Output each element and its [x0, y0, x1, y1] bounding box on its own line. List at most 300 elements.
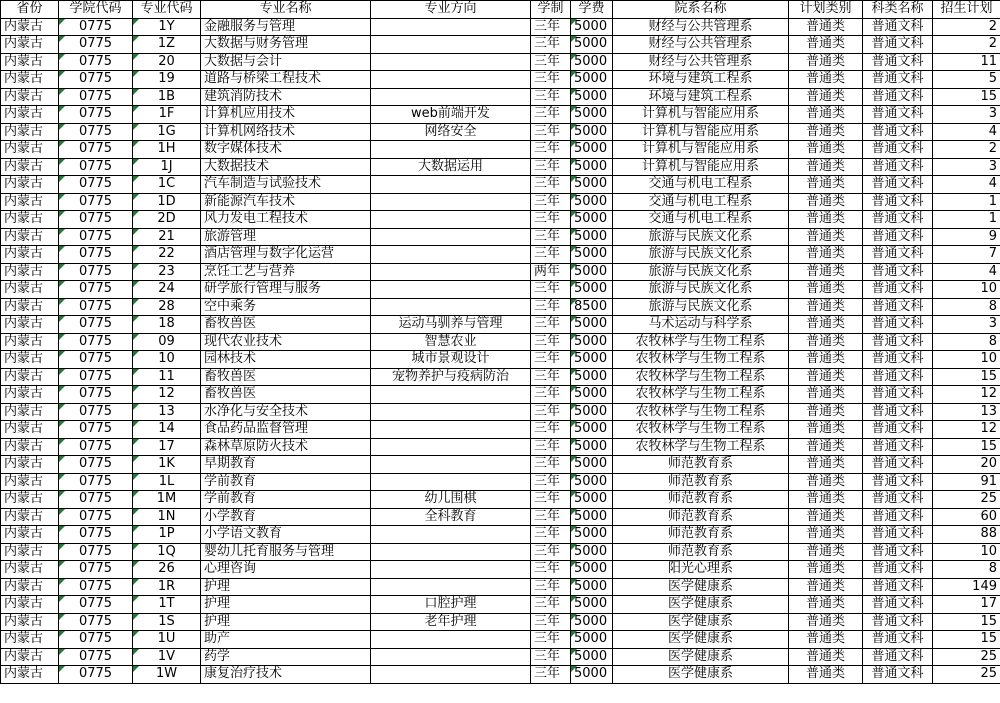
cell-subject-category[interactable]: 普通文科 — [863, 526, 933, 544]
cell-subject-category[interactable]: 普通文科 — [863, 211, 933, 229]
cell-tuition[interactable]: 5000 — [571, 438, 613, 456]
cell-tuition[interactable]: 5000 — [571, 596, 613, 614]
cell-subject-category[interactable]: 普通文科 — [863, 298, 933, 316]
cell-department[interactable]: 旅游与民族文化系 — [613, 263, 789, 281]
cell-major-direction[interactable] — [371, 561, 531, 579]
cell-major-code[interactable]: 10 — [133, 351, 201, 369]
cell-major-direction[interactable]: 宠物养护与疫病防治 — [371, 368, 531, 386]
cell-plan-category[interactable]: 普通类 — [789, 648, 863, 666]
header-major-direction[interactable]: 专业方向 — [371, 1, 531, 19]
cell-major-direction[interactable]: 城市景观设计 — [371, 351, 531, 369]
cell-major-direction[interactable] — [371, 18, 531, 36]
cell-enrollment-count[interactable]: 3 — [933, 106, 1000, 124]
cell-enrollment-count[interactable]: 8 — [933, 333, 1000, 351]
cell-major-name[interactable]: 心理咨询 — [201, 561, 371, 579]
cell-province[interactable]: 内蒙古 — [1, 333, 59, 351]
cell-major-name[interactable]: 现代农业技术 — [201, 333, 371, 351]
cell-enrollment-count[interactable]: 3 — [933, 158, 1000, 176]
cell-tuition[interactable]: 5000 — [571, 491, 613, 509]
cell-subject-category[interactable]: 普通文科 — [863, 613, 933, 631]
cell-major-name[interactable]: 畜牧兽医 — [201, 368, 371, 386]
cell-tuition[interactable]: 5000 — [571, 316, 613, 334]
cell-major-code[interactable]: 1R — [133, 578, 201, 596]
cell-department[interactable]: 旅游与民族文化系 — [613, 228, 789, 246]
cell-province[interactable]: 内蒙古 — [1, 526, 59, 544]
cell-enrollment-count[interactable]: 11 — [933, 53, 1000, 71]
cell-duration[interactable]: 三年 — [531, 211, 571, 229]
cell-duration[interactable]: 三年 — [531, 561, 571, 579]
cell-major-code[interactable]: 1V — [133, 648, 201, 666]
cell-tuition[interactable]: 5000 — [571, 543, 613, 561]
cell-province[interactable]: 内蒙古 — [1, 386, 59, 404]
cell-subject-category[interactable]: 普通文科 — [863, 596, 933, 614]
cell-tuition[interactable]: 5000 — [571, 613, 613, 631]
cell-enrollment-count[interactable]: 9 — [933, 228, 1000, 246]
cell-major-direction[interactable]: 口腔护理 — [371, 596, 531, 614]
cell-tuition[interactable]: 5000 — [571, 508, 613, 526]
cell-major-name[interactable]: 数字媒体技术 — [201, 141, 371, 159]
cell-major-code[interactable]: 12 — [133, 386, 201, 404]
cell-plan-category[interactable]: 普通类 — [789, 281, 863, 299]
cell-major-code[interactable]: 1F — [133, 106, 201, 124]
cell-duration[interactable]: 三年 — [531, 613, 571, 631]
cell-college-code[interactable]: 0775 — [59, 333, 133, 351]
cell-major-code[interactable]: 1G — [133, 123, 201, 141]
cell-enrollment-count[interactable]: 88 — [933, 526, 1000, 544]
cell-province[interactable]: 内蒙古 — [1, 456, 59, 474]
cell-major-name[interactable]: 道路与桥梁工程技术 — [201, 71, 371, 89]
cell-major-name[interactable]: 金融服务与管理 — [201, 18, 371, 36]
cell-duration[interactable]: 三年 — [531, 386, 571, 404]
cell-major-code[interactable]: 1S — [133, 613, 201, 631]
cell-college-code[interactable]: 0775 — [59, 648, 133, 666]
cell-subject-category[interactable]: 普通文科 — [863, 508, 933, 526]
cell-major-direction[interactable] — [371, 228, 531, 246]
cell-province[interactable]: 内蒙古 — [1, 403, 59, 421]
cell-department[interactable]: 环境与建筑工程系 — [613, 71, 789, 89]
cell-major-code[interactable]: 1H — [133, 141, 201, 159]
cell-province[interactable]: 内蒙古 — [1, 613, 59, 631]
cell-duration[interactable]: 三年 — [531, 421, 571, 439]
cell-province[interactable]: 内蒙古 — [1, 281, 59, 299]
cell-department[interactable]: 医学健康系 — [613, 666, 789, 684]
cell-major-direction[interactable] — [371, 88, 531, 106]
cell-tuition[interactable]: 5000 — [571, 36, 613, 54]
cell-major-direction[interactable] — [371, 456, 531, 474]
cell-tuition[interactable]: 5000 — [571, 176, 613, 194]
cell-college-code[interactable]: 0775 — [59, 491, 133, 509]
cell-plan-category[interactable]: 普通类 — [789, 666, 863, 684]
cell-major-direction[interactable] — [371, 543, 531, 561]
cell-plan-category[interactable]: 普通类 — [789, 246, 863, 264]
cell-enrollment-count[interactable]: 149 — [933, 578, 1000, 596]
cell-college-code[interactable]: 0775 — [59, 421, 133, 439]
cell-plan-category[interactable]: 普通类 — [789, 158, 863, 176]
cell-department[interactable]: 师范教育系 — [613, 473, 789, 491]
cell-department[interactable]: 医学健康系 — [613, 631, 789, 649]
cell-major-name[interactable]: 森林草原防火技术 — [201, 438, 371, 456]
cell-plan-category[interactable]: 普通类 — [789, 421, 863, 439]
cell-major-name[interactable]: 园林技术 — [201, 351, 371, 369]
cell-enrollment-count[interactable]: 2 — [933, 36, 1000, 54]
cell-enrollment-count[interactable]: 5 — [933, 71, 1000, 89]
cell-enrollment-count[interactable]: 60 — [933, 508, 1000, 526]
cell-college-code[interactable]: 0775 — [59, 141, 133, 159]
cell-province[interactable]: 内蒙古 — [1, 316, 59, 334]
cell-tuition[interactable]: 5000 — [571, 403, 613, 421]
cell-major-code[interactable]: 1Y — [133, 18, 201, 36]
header-duration[interactable]: 学制 — [531, 1, 571, 19]
cell-duration[interactable]: 三年 — [531, 473, 571, 491]
header-college-code[interactable]: 学院代码 — [59, 1, 133, 19]
cell-tuition[interactable]: 5000 — [571, 386, 613, 404]
cell-department[interactable]: 交通与机电工程系 — [613, 193, 789, 211]
cell-department[interactable]: 计算机与智能应用系 — [613, 158, 789, 176]
cell-province[interactable]: 内蒙古 — [1, 193, 59, 211]
cell-major-direction[interactable] — [371, 211, 531, 229]
cell-enrollment-count[interactable]: 25 — [933, 648, 1000, 666]
cell-enrollment-count[interactable]: 4 — [933, 263, 1000, 281]
cell-duration[interactable]: 三年 — [531, 648, 571, 666]
cell-college-code[interactable]: 0775 — [59, 193, 133, 211]
cell-duration[interactable]: 三年 — [531, 53, 571, 71]
cell-major-direction[interactable]: 运动马驯养与管理 — [371, 316, 531, 334]
cell-major-name[interactable]: 畜牧兽医 — [201, 386, 371, 404]
cell-duration[interactable]: 三年 — [531, 193, 571, 211]
cell-college-code[interactable]: 0775 — [59, 631, 133, 649]
cell-major-name[interactable]: 水净化与安全技术 — [201, 403, 371, 421]
cell-major-code[interactable]: 28 — [133, 298, 201, 316]
cell-major-code[interactable]: 22 — [133, 246, 201, 264]
header-department[interactable]: 院系名称 — [613, 1, 789, 19]
cell-plan-category[interactable]: 普通类 — [789, 141, 863, 159]
cell-province[interactable]: 内蒙古 — [1, 298, 59, 316]
cell-enrollment-count[interactable]: 91 — [933, 473, 1000, 491]
cell-department[interactable]: 财经与公共管理系 — [613, 36, 789, 54]
header-tuition[interactable]: 学费 — [571, 1, 613, 19]
cell-plan-category[interactable]: 普通类 — [789, 333, 863, 351]
cell-major-name[interactable]: 康复治疗技术 — [201, 666, 371, 684]
cell-tuition[interactable]: 5000 — [571, 333, 613, 351]
cell-major-code[interactable]: 20 — [133, 53, 201, 71]
cell-tuition[interactable]: 5000 — [571, 88, 613, 106]
cell-major-name[interactable]: 护理 — [201, 613, 371, 631]
cell-tuition[interactable]: 5000 — [571, 141, 613, 159]
cell-major-name[interactable]: 研学旅行管理与服务 — [201, 281, 371, 299]
cell-college-code[interactable]: 0775 — [59, 316, 133, 334]
cell-major-code[interactable]: 13 — [133, 403, 201, 421]
cell-college-code[interactable]: 0775 — [59, 561, 133, 579]
cell-major-code[interactable]: 1J — [133, 158, 201, 176]
cell-department[interactable]: 师范教育系 — [613, 543, 789, 561]
cell-duration[interactable]: 三年 — [531, 351, 571, 369]
cell-province[interactable]: 内蒙古 — [1, 438, 59, 456]
cell-major-name[interactable]: 学前教育 — [201, 491, 371, 509]
cell-subject-category[interactable]: 普通文科 — [863, 106, 933, 124]
cell-province[interactable]: 内蒙古 — [1, 123, 59, 141]
cell-plan-category[interactable]: 普通类 — [789, 18, 863, 36]
cell-major-direction[interactable] — [371, 438, 531, 456]
cell-plan-category[interactable]: 普通类 — [789, 526, 863, 544]
cell-subject-category[interactable]: 普通文科 — [863, 193, 933, 211]
cell-duration[interactable]: 三年 — [531, 281, 571, 299]
cell-province[interactable]: 内蒙古 — [1, 36, 59, 54]
cell-college-code[interactable]: 0775 — [59, 613, 133, 631]
cell-subject-category[interactable]: 普通文科 — [863, 351, 933, 369]
cell-plan-category[interactable]: 普通类 — [789, 106, 863, 124]
cell-duration[interactable]: 三年 — [531, 158, 571, 176]
cell-enrollment-count[interactable]: 25 — [933, 666, 1000, 684]
cell-department[interactable]: 农牧林学与生物工程系 — [613, 368, 789, 386]
cell-major-code[interactable]: 1C — [133, 176, 201, 194]
cell-college-code[interactable]: 0775 — [59, 386, 133, 404]
cell-subject-category[interactable]: 普通文科 — [863, 386, 933, 404]
cell-college-code[interactable]: 0775 — [59, 106, 133, 124]
cell-department[interactable]: 农牧林学与生物工程系 — [613, 421, 789, 439]
cell-tuition[interactable]: 5000 — [571, 666, 613, 684]
cell-major-code[interactable]: 23 — [133, 263, 201, 281]
cell-province[interactable]: 内蒙古 — [1, 561, 59, 579]
cell-subject-category[interactable]: 普通文科 — [863, 18, 933, 36]
cell-plan-category[interactable]: 普通类 — [789, 176, 863, 194]
cell-plan-category[interactable]: 普通类 — [789, 123, 863, 141]
cell-major-direction[interactable] — [371, 403, 531, 421]
cell-department[interactable]: 师范教育系 — [613, 491, 789, 509]
cell-department[interactable]: 农牧林学与生物工程系 — [613, 333, 789, 351]
cell-major-direction[interactable] — [371, 246, 531, 264]
cell-duration[interactable]: 三年 — [531, 18, 571, 36]
cell-subject-category[interactable]: 普通文科 — [863, 543, 933, 561]
cell-subject-category[interactable]: 普通文科 — [863, 666, 933, 684]
cell-major-name[interactable]: 护理 — [201, 596, 371, 614]
cell-province[interactable]: 内蒙古 — [1, 648, 59, 666]
cell-major-direction[interactable] — [371, 53, 531, 71]
cell-college-code[interactable]: 0775 — [59, 281, 133, 299]
cell-duration[interactable]: 三年 — [531, 88, 571, 106]
cell-department[interactable]: 旅游与民族文化系 — [613, 281, 789, 299]
cell-major-name[interactable]: 旅游管理 — [201, 228, 371, 246]
cell-major-name[interactable]: 早期教育 — [201, 456, 371, 474]
cell-major-direction[interactable]: 智慧农业 — [371, 333, 531, 351]
cell-department[interactable]: 医学健康系 — [613, 648, 789, 666]
cell-major-direction[interactable] — [371, 526, 531, 544]
cell-province[interactable]: 内蒙古 — [1, 543, 59, 561]
cell-major-code[interactable]: 1P — [133, 526, 201, 544]
cell-province[interactable]: 内蒙古 — [1, 176, 59, 194]
cell-tuition[interactable]: 5000 — [571, 281, 613, 299]
cell-major-code[interactable]: 1B — [133, 88, 201, 106]
cell-major-direction[interactable] — [371, 421, 531, 439]
cell-department[interactable]: 财经与公共管理系 — [613, 53, 789, 71]
cell-plan-category[interactable]: 普通类 — [789, 596, 863, 614]
cell-plan-category[interactable]: 普通类 — [789, 36, 863, 54]
cell-major-name[interactable]: 小学教育 — [201, 508, 371, 526]
cell-major-code[interactable]: 1U — [133, 631, 201, 649]
cell-major-code[interactable]: 24 — [133, 281, 201, 299]
cell-subject-category[interactable]: 普通文科 — [863, 88, 933, 106]
header-major-name[interactable]: 专业名称 — [201, 1, 371, 19]
cell-major-code[interactable]: 11 — [133, 368, 201, 386]
cell-duration[interactable]: 三年 — [531, 596, 571, 614]
cell-major-direction[interactable] — [371, 263, 531, 281]
cell-plan-category[interactable]: 普通类 — [789, 613, 863, 631]
cell-duration[interactable]: 三年 — [531, 578, 571, 596]
cell-subject-category[interactable]: 普通文科 — [863, 578, 933, 596]
cell-province[interactable]: 内蒙古 — [1, 596, 59, 614]
cell-college-code[interactable]: 0775 — [59, 88, 133, 106]
cell-duration[interactable]: 三年 — [531, 491, 571, 509]
cell-major-code[interactable]: 1T — [133, 596, 201, 614]
cell-major-name[interactable]: 风力发电工程技术 — [201, 211, 371, 229]
cell-subject-category[interactable]: 普通文科 — [863, 53, 933, 71]
cell-duration[interactable]: 三年 — [531, 36, 571, 54]
cell-subject-category[interactable]: 普通文科 — [863, 158, 933, 176]
cell-province[interactable]: 内蒙古 — [1, 158, 59, 176]
cell-province[interactable]: 内蒙古 — [1, 263, 59, 281]
cell-subject-category[interactable]: 普通文科 — [863, 333, 933, 351]
cell-tuition[interactable]: 5000 — [571, 158, 613, 176]
cell-tuition[interactable]: 5000 — [571, 193, 613, 211]
cell-subject-category[interactable]: 普通文科 — [863, 561, 933, 579]
cell-major-name[interactable]: 新能源汽车技术 — [201, 193, 371, 211]
cell-department[interactable]: 医学健康系 — [613, 596, 789, 614]
cell-subject-category[interactable]: 普通文科 — [863, 631, 933, 649]
cell-duration[interactable]: 三年 — [531, 123, 571, 141]
cell-enrollment-count[interactable]: 12 — [933, 421, 1000, 439]
header-subject-category[interactable]: 科类名称 — [863, 1, 933, 19]
cell-major-code[interactable]: 18 — [133, 316, 201, 334]
cell-major-direction[interactable]: 幼儿围棋 — [371, 491, 531, 509]
cell-department[interactable]: 财经与公共管理系 — [613, 18, 789, 36]
cell-province[interactable]: 内蒙古 — [1, 631, 59, 649]
cell-plan-category[interactable]: 普通类 — [789, 88, 863, 106]
cell-plan-category[interactable]: 普通类 — [789, 71, 863, 89]
cell-plan-category[interactable]: 普通类 — [789, 228, 863, 246]
cell-province[interactable]: 内蒙古 — [1, 211, 59, 229]
cell-tuition[interactable]: 5000 — [571, 526, 613, 544]
cell-department[interactable]: 医学健康系 — [613, 613, 789, 631]
cell-enrollment-count[interactable]: 13 — [933, 403, 1000, 421]
cell-province[interactable]: 内蒙古 — [1, 491, 59, 509]
cell-duration[interactable]: 三年 — [531, 228, 571, 246]
header-province[interactable]: 省份 — [1, 1, 59, 19]
cell-province[interactable]: 内蒙古 — [1, 421, 59, 439]
cell-college-code[interactable]: 0775 — [59, 438, 133, 456]
cell-subject-category[interactable]: 普通文科 — [863, 246, 933, 264]
cell-subject-category[interactable]: 普通文科 — [863, 473, 933, 491]
header-enrollment-count[interactable]: 招生计划 — [933, 1, 1000, 19]
cell-tuition[interactable]: 5000 — [571, 648, 613, 666]
cell-major-name[interactable]: 小学语文教育 — [201, 526, 371, 544]
cell-province[interactable]: 内蒙古 — [1, 71, 59, 89]
cell-subject-category[interactable]: 普通文科 — [863, 316, 933, 334]
cell-plan-category[interactable]: 普通类 — [789, 193, 863, 211]
cell-plan-category[interactable]: 普通类 — [789, 561, 863, 579]
cell-duration[interactable]: 三年 — [531, 456, 571, 474]
cell-major-name[interactable]: 烹饪工艺与营养 — [201, 263, 371, 281]
cell-province[interactable]: 内蒙古 — [1, 106, 59, 124]
cell-major-direction[interactable] — [371, 281, 531, 299]
cell-tuition[interactable]: 5000 — [571, 18, 613, 36]
cell-department[interactable]: 计算机与智能应用系 — [613, 123, 789, 141]
cell-province[interactable]: 内蒙古 — [1, 18, 59, 36]
cell-major-name[interactable]: 药学 — [201, 648, 371, 666]
cell-major-direction[interactable] — [371, 648, 531, 666]
cell-major-name[interactable]: 计算机应用技术 — [201, 106, 371, 124]
cell-plan-category[interactable]: 普通类 — [789, 53, 863, 71]
cell-major-code[interactable]: 1W — [133, 666, 201, 684]
cell-department[interactable]: 师范教育系 — [613, 456, 789, 474]
cell-department[interactable]: 医学健康系 — [613, 578, 789, 596]
cell-department[interactable]: 计算机与智能应用系 — [613, 106, 789, 124]
cell-enrollment-count[interactable]: 2 — [933, 18, 1000, 36]
cell-province[interactable]: 内蒙古 — [1, 141, 59, 159]
cell-enrollment-count[interactable]: 10 — [933, 351, 1000, 369]
cell-enrollment-count[interactable]: 4 — [933, 123, 1000, 141]
cell-enrollment-count[interactable]: 12 — [933, 386, 1000, 404]
cell-plan-category[interactable]: 普通类 — [789, 508, 863, 526]
cell-college-code[interactable]: 0775 — [59, 666, 133, 684]
cell-subject-category[interactable]: 普通文科 — [863, 368, 933, 386]
cell-duration[interactable]: 三年 — [531, 543, 571, 561]
cell-enrollment-count[interactable]: 4 — [933, 176, 1000, 194]
cell-major-direction[interactable] — [371, 71, 531, 89]
cell-major-code[interactable]: 14 — [133, 421, 201, 439]
cell-plan-category[interactable]: 普通类 — [789, 578, 863, 596]
cell-department[interactable]: 农牧林学与生物工程系 — [613, 438, 789, 456]
cell-major-direction[interactable] — [371, 193, 531, 211]
cell-enrollment-count[interactable]: 7 — [933, 246, 1000, 264]
cell-duration[interactable]: 三年 — [531, 403, 571, 421]
cell-enrollment-count[interactable]: 1 — [933, 211, 1000, 229]
cell-subject-category[interactable]: 普通文科 — [863, 123, 933, 141]
cell-enrollment-count[interactable]: 15 — [933, 88, 1000, 106]
cell-department[interactable]: 农牧林学与生物工程系 — [613, 351, 789, 369]
cell-enrollment-count[interactable]: 2 — [933, 141, 1000, 159]
cell-province[interactable]: 内蒙古 — [1, 578, 59, 596]
cell-department[interactable]: 农牧林学与生物工程系 — [613, 403, 789, 421]
cell-province[interactable]: 内蒙古 — [1, 666, 59, 684]
cell-tuition[interactable]: 5000 — [571, 228, 613, 246]
cell-enrollment-count[interactable]: 15 — [933, 368, 1000, 386]
cell-major-direction[interactable]: web前端开发 — [371, 106, 531, 124]
cell-major-name[interactable]: 大数据与财务管理 — [201, 36, 371, 54]
cell-plan-category[interactable]: 普通类 — [789, 491, 863, 509]
cell-college-code[interactable]: 0775 — [59, 158, 133, 176]
cell-college-code[interactable]: 0775 — [59, 351, 133, 369]
cell-major-direction[interactable]: 大数据运用 — [371, 158, 531, 176]
cell-major-name[interactable]: 大数据与会计 — [201, 53, 371, 71]
cell-college-code[interactable]: 0775 — [59, 456, 133, 474]
cell-department[interactable]: 旅游与民族文化系 — [613, 246, 789, 264]
cell-enrollment-count[interactable]: 20 — [933, 456, 1000, 474]
cell-tuition[interactable]: 5000 — [571, 368, 613, 386]
cell-college-code[interactable]: 0775 — [59, 526, 133, 544]
cell-subject-category[interactable]: 普通文科 — [863, 176, 933, 194]
cell-subject-category[interactable]: 普通文科 — [863, 36, 933, 54]
cell-duration[interactable]: 三年 — [531, 368, 571, 386]
cell-province[interactable]: 内蒙古 — [1, 246, 59, 264]
cell-subject-category[interactable]: 普通文科 — [863, 403, 933, 421]
cell-province[interactable]: 内蒙古 — [1, 473, 59, 491]
cell-duration[interactable]: 三年 — [531, 141, 571, 159]
cell-college-code[interactable]: 0775 — [59, 123, 133, 141]
cell-plan-category[interactable]: 普通类 — [789, 473, 863, 491]
cell-tuition[interactable]: 5000 — [571, 351, 613, 369]
cell-major-direction[interactable] — [371, 176, 531, 194]
cell-subject-category[interactable]: 普通文科 — [863, 71, 933, 89]
cell-subject-category[interactable]: 普通文科 — [863, 263, 933, 281]
